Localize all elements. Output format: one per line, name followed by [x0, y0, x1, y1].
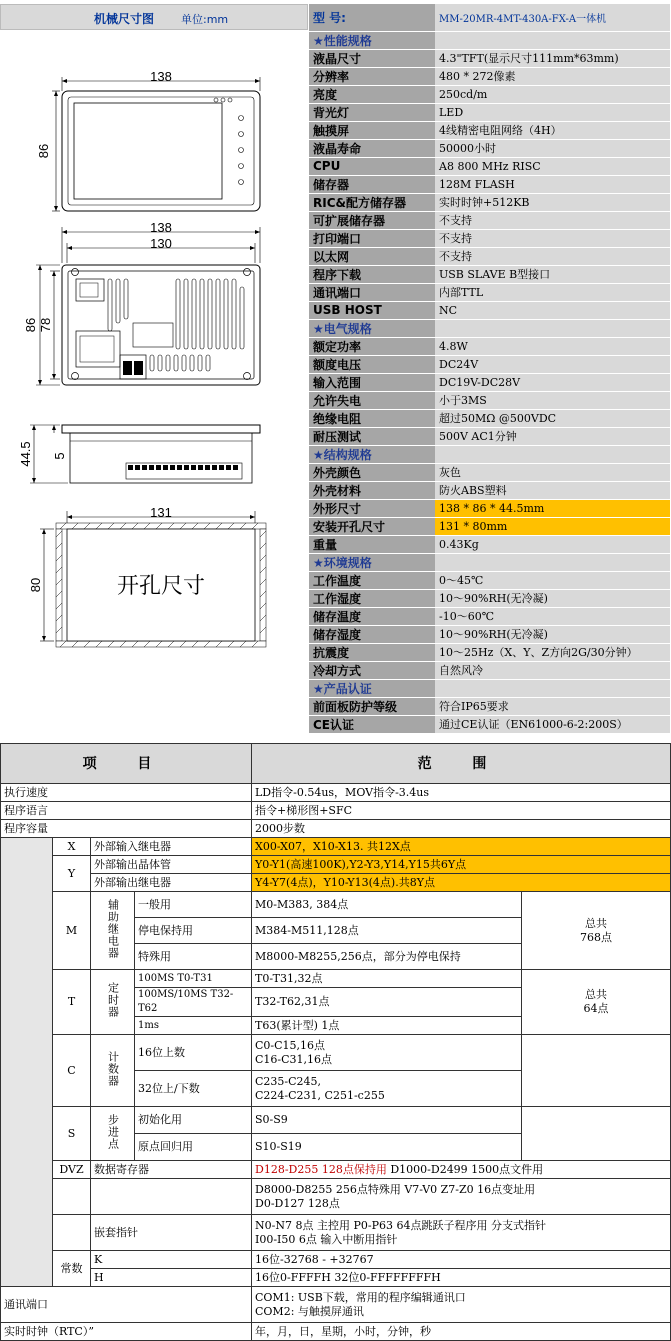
spec-value: MM-20MR-4MT-430A-FX-A一体机: [435, 4, 670, 31]
spec-value: 自然风冷: [435, 661, 670, 679]
s-total: [522, 1107, 671, 1161]
spec-key: 外壳颜色: [309, 463, 435, 481]
spec-row: [309, 265, 670, 283]
spec-value: A8 800 MHz RISC: [435, 157, 670, 175]
m-r2-value: M384-M511,128点: [252, 918, 522, 944]
spec-key: 工作湿度: [309, 589, 435, 607]
t-r1-value: T0-T31,32点: [252, 970, 522, 988]
program-table: [0, 743, 671, 1341]
cut-label: 开孔尺寸: [116, 574, 206, 599]
m-group: 辅助继电器: [106, 898, 120, 959]
spec-value: 符合IP65要求: [435, 697, 670, 715]
ptr-name: 嵌套指针: [91, 1215, 252, 1251]
exec-speed-label: 执行速度: [1, 784, 252, 802]
s-r1-value: S0-S9: [252, 1107, 522, 1134]
spec-row: [309, 319, 670, 337]
side-view: [18, 425, 260, 483]
spec-row: [309, 445, 670, 463]
spec-row: [309, 211, 670, 229]
m-total: 总共 768点: [522, 892, 671, 970]
rtc-value: 年，月，日，星期，小时，分钟，秒: [252, 1323, 671, 1341]
spec-key: 外壳材料: [309, 481, 435, 499]
spec-value: [435, 319, 670, 337]
spec-key: 重量: [309, 535, 435, 553]
spec-row: [309, 193, 670, 211]
spec-row: [309, 103, 670, 121]
spec-row: [309, 463, 670, 481]
front-width-label: 138: [150, 69, 172, 84]
spec-table: [309, 4, 670, 734]
comm-value: COM1: USB下载，常用的程序编辑通讯口 COM2: 与触摸屏通讯: [252, 1287, 671, 1323]
spec-key: 储存器: [309, 175, 435, 193]
spec-key: ★产品认证: [309, 679, 435, 697]
spec-key: 通讯端口: [309, 283, 435, 301]
spec-value: LED: [435, 103, 670, 121]
k-sub: K: [91, 1251, 252, 1269]
spec-row: [309, 85, 670, 103]
prog-lang-value: 指令+梯形图+SFC: [252, 802, 671, 820]
c-r2-name: 32位上/下数: [135, 1071, 252, 1107]
spec-key: 冷却方式: [309, 661, 435, 679]
spec-row: [309, 589, 670, 607]
t-r3-value: T63(累计型) 1点: [252, 1017, 522, 1035]
spec-value: [435, 679, 670, 697]
spec-value: 138 * 86 * 44.5mm: [435, 499, 670, 517]
front-height-label: 86: [36, 143, 51, 159]
spec-key: 安装开孔尺寸: [309, 517, 435, 535]
d-value-rest: D1000-D2499 1500点文件用: [386, 1162, 544, 1176]
spec-row: [309, 409, 670, 427]
spec-row: [309, 301, 670, 319]
k-value: 16位-32768 - +32767: [252, 1251, 671, 1269]
spec-row: [309, 67, 670, 85]
m-r1-value: M0-M383, 384点: [252, 892, 522, 918]
t-r2-name: 100MS/10MS T32-T62: [135, 988, 252, 1017]
spec-row: [309, 229, 670, 247]
spec-key: 液晶寿命: [309, 139, 435, 157]
back-height2-label: 78: [38, 317, 53, 333]
spec-row: [309, 49, 670, 67]
spec-key: 耐压测试: [309, 427, 435, 445]
spec-row: [309, 607, 670, 625]
spec-row: [309, 247, 670, 265]
cutout-view: [28, 505, 266, 647]
c-r1-value: C0-C15,16点 C16-C31,16点: [252, 1035, 522, 1071]
cut-height-label: 80: [28, 577, 43, 593]
spec-row: [309, 283, 670, 301]
t-group: 定时器: [106, 982, 120, 1018]
h-value: 16位0-FFFFH 32位0-FFFFFFFFH: [252, 1269, 671, 1287]
spec-row: [309, 679, 670, 697]
ptr-code: [53, 1215, 91, 1251]
spec-key: 触摸屏: [309, 121, 435, 139]
d-value-red: D128-D255 128点保持用: [255, 1162, 387, 1176]
spec-value: 不支持: [435, 211, 670, 229]
spec-key: 前面板防护等级: [309, 697, 435, 715]
spec-value: 不支持: [435, 247, 670, 265]
exec-speed-value: LD指令-0.54us，MOV指令-3.4us: [252, 784, 671, 802]
spec-row: [309, 535, 670, 553]
spec-row: [309, 553, 670, 571]
h-sub: H: [91, 1269, 252, 1287]
m-r3-value: M8000-M8255,256点，部分为停电保持: [252, 944, 522, 970]
spec-key: ★电气规格: [309, 319, 435, 337]
drawing-header: [0, 4, 308, 30]
spec-value: 防火ABS塑料: [435, 481, 670, 499]
spec-value: 480 * 272像素: [435, 67, 670, 85]
spec-value: 内部TTL: [435, 283, 670, 301]
header-range: 范 围: [252, 744, 671, 784]
front-view: [36, 69, 260, 211]
prog-lang-label: 程序语言: [1, 802, 252, 820]
spec-key: RIC&配方储存器: [309, 193, 435, 211]
m-r3-name: 特殊用: [135, 944, 252, 970]
spec-value: NC: [435, 301, 670, 319]
rtc-label: 实时时钟（RTC）”: [1, 1323, 252, 1341]
spec-value: 500V AC1分钟: [435, 427, 670, 445]
device-column: [1, 838, 53, 1287]
spec-key: 打印端口: [309, 229, 435, 247]
spec-value: 10～90%RH(无冷凝): [435, 589, 670, 607]
t-r3-name: 1ms: [135, 1017, 252, 1035]
spec-value: 131 * 80mm: [435, 517, 670, 535]
program-spec: [0, 743, 670, 1341]
spec-value: 10～90%RH(无冷凝): [435, 625, 670, 643]
side-depth-label: 44.5: [18, 441, 33, 467]
spec-key: 储存温度: [309, 607, 435, 625]
s-r1-name: 初始化用: [135, 1107, 252, 1134]
prog-cap-value: 2000步数: [252, 820, 671, 838]
c-r2-value: C235-C245, C224-C231, C251-c255: [252, 1071, 522, 1107]
spec-key: 背光灯: [309, 103, 435, 121]
spec-row: [309, 4, 670, 31]
drawing-unit: 单位:mm: [181, 13, 229, 26]
spec-value: 4.8W: [435, 337, 670, 355]
d-code: DVZ: [53, 1161, 91, 1179]
terminal-block: [128, 465, 238, 470]
spec-key: ★性能规格: [309, 31, 435, 49]
prog-cap-label: 程序容量: [1, 820, 252, 838]
spec-key: ★结构规格: [309, 445, 435, 463]
spec-value: DC24V: [435, 355, 670, 373]
spec-row: [309, 661, 670, 679]
spec-row: [309, 481, 670, 499]
back-width2-label: 130: [150, 236, 172, 251]
t-r2-value: T32-T62,31点: [252, 988, 522, 1017]
spec-key: 额度电压: [309, 355, 435, 373]
spec-row: [309, 715, 670, 733]
s-code: S: [53, 1107, 91, 1161]
spec-key: 输入范围: [309, 373, 435, 391]
d-name: 数据寄存器: [91, 1161, 252, 1179]
t-code: T: [53, 970, 91, 1035]
y-code: Y: [53, 856, 91, 892]
m-r1-name: 一般用: [135, 892, 252, 918]
spec-value: 不支持: [435, 229, 670, 247]
spec-value: 50000小时: [435, 139, 670, 157]
spec-row: [309, 643, 670, 661]
d2-value: D8000-D8255 256点特殊用 V7-V0 Z7-Z0 16点变址用 D0-D127 128点: [252, 1179, 671, 1215]
spec-value: [435, 31, 670, 49]
spec-value: 4线精密电阻网络（4H）: [435, 121, 670, 139]
spec-value: 0～45℃: [435, 571, 670, 589]
s-r2-name: 原点回归用: [135, 1134, 252, 1161]
c-code: C: [53, 1035, 91, 1107]
spec-key: 亮度: [309, 85, 435, 103]
spec-key: 程序下载: [309, 265, 435, 283]
y2-value: Y4-Y7(4点)，Y10-Y13(4点).共8Y点: [252, 874, 671, 892]
t-total: 总共 64点: [522, 970, 671, 1035]
spec-value: 通过CE认证（EN61000-6-2:200S）: [435, 715, 670, 733]
spec-row: [309, 337, 670, 355]
d2-name: [91, 1179, 252, 1215]
spec-key: 储存湿度: [309, 625, 435, 643]
spec-value: 实时时钟+512KB: [435, 193, 670, 211]
spec-key: 额定功率: [309, 337, 435, 355]
spec-row: [309, 139, 670, 157]
spec-key: 允许失电: [309, 391, 435, 409]
drawing-title: 机械尺寸图: [94, 12, 155, 26]
spec-key: 可扩展储存器: [309, 211, 435, 229]
s-r2-value: S10-S19: [252, 1134, 522, 1161]
spec-value: 10～25Hz（X、Y、Z方向2G/30分钟）: [435, 643, 670, 661]
spec-row: [309, 517, 670, 535]
c-group: 计数器: [106, 1050, 120, 1087]
x-value: X00-X07，X10-X13. 共12X点: [252, 838, 671, 856]
s-group: 步进点: [106, 1113, 120, 1150]
t-r1-name: 100MS T0-T31: [135, 970, 252, 988]
spec-key: 外形尺寸: [309, 499, 435, 517]
spec-row: [309, 121, 670, 139]
spec-key: USB HOST: [309, 301, 435, 319]
spec-row: [309, 157, 670, 175]
c-total: [522, 1035, 671, 1107]
spec-key: 抗震度: [309, 643, 435, 661]
spec-key: 工作温度: [309, 571, 435, 589]
spec-row: [309, 427, 670, 445]
y1-name: 外部输出晶体管: [91, 856, 252, 874]
spec-value: 0.43Kg: [435, 535, 670, 553]
cut-width-label: 131: [150, 505, 172, 520]
const-code: 常数: [53, 1251, 91, 1287]
back-width1-label: 138: [150, 220, 172, 235]
spec-value: [435, 553, 670, 571]
vent-slots: [108, 279, 244, 371]
back-height1-label: 86: [23, 317, 38, 333]
spec-row: [309, 373, 670, 391]
spec-value: 超过50MΩ @500VDC: [435, 409, 670, 427]
spec-row: [309, 697, 670, 715]
m-r2-name: 停电保持用: [135, 918, 252, 944]
d-value: [252, 1161, 671, 1179]
y1-value: Y0-Y1(高速100K),Y2-Y3,Y14,Y15共6Y点: [252, 856, 671, 874]
spec-value: 灰色: [435, 463, 670, 481]
x-name: 外部输入继电器: [91, 838, 252, 856]
spec-row: [309, 499, 670, 517]
spec-value: 小于3MS: [435, 391, 670, 409]
spec-row: [309, 31, 670, 49]
m-code: M: [53, 892, 91, 970]
spec-value: 128M FLASH: [435, 175, 670, 193]
spec-key: CE认证: [309, 715, 435, 733]
spec-key: 绝缘电阻: [309, 409, 435, 427]
spec-key: CPU: [309, 157, 435, 175]
mechanical-drawings: [0, 31, 308, 731]
header-item: 项 目: [1, 744, 252, 784]
spec-key: ★环境规格: [309, 553, 435, 571]
comm-label: 通讯端口: [1, 1287, 252, 1323]
spec-value: -10～60℃: [435, 607, 670, 625]
spec-key: 型 号:: [309, 4, 435, 31]
ptr-value: N0-N7 8点 主控用 P0-P63 64点跳跃子程序用 分支式指针 I00-I50 6点 输入中断用指针: [252, 1215, 671, 1251]
side-small-label: 5: [52, 452, 67, 460]
d2-code: [53, 1179, 91, 1215]
spec-value: [435, 445, 670, 463]
spec-value: DC19V-DC28V: [435, 373, 670, 391]
spec-row: [309, 625, 670, 643]
back-view: [23, 220, 260, 385]
spec-key: 以太网: [309, 247, 435, 265]
c-r1-name: 16位上数: [135, 1035, 252, 1071]
x-code: X: [53, 838, 91, 856]
spec-key: 分辨率: [309, 67, 435, 85]
spec-value: USB SLAVE B型接口: [435, 265, 670, 283]
spec-row: [309, 355, 670, 373]
spec-row: [309, 391, 670, 409]
spec-value: 250cd/m: [435, 85, 670, 103]
spec-row: [309, 175, 670, 193]
spec-value: 4.3"TFT(显示尺寸111mm*63mm): [435, 49, 670, 67]
spec-key: 液晶尺寸: [309, 49, 435, 67]
y2-name: 外部输出继电器: [91, 874, 252, 892]
spec-row: [309, 571, 670, 589]
